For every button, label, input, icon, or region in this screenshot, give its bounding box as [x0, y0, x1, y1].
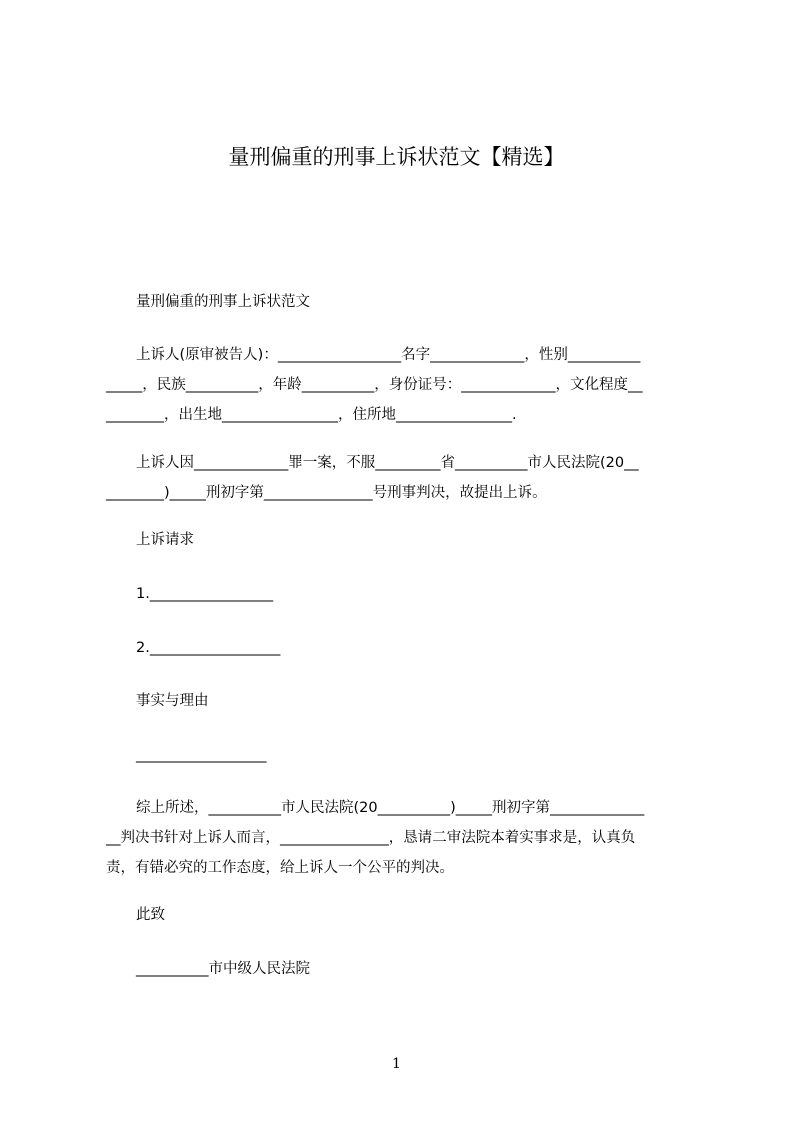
- summary-line-1: 综上所述，__________市人民法院(20__________)_____刑初字第_____________: [136, 800, 645, 816]
- appellant-info-line-2: _____，民族__________，年龄__________，身份证号：_____________，文化程度__: [106, 377, 643, 393]
- page-number: 1: [392, 1056, 401, 1072]
- document-subtitle: 量刑偏重的刑事上诉状范文: [136, 294, 310, 310]
- appeal-cause-paragraph: [106, 448, 706, 508]
- appeal-cause-line-2: ________)_____刑初字第_______________号刑事判决，故提出上诉。: [106, 485, 547, 501]
- appellant-info-line-3: ________，出生地________________，住所地________________.: [106, 407, 517, 423]
- appeal-requests-heading: 上诉请求: [136, 532, 194, 548]
- summary-line-2: __判决书针对上诉人而言，_______________，恳请二审法院本着实事求是，认真负: [106, 830, 636, 846]
- appellant-info-line-1: 上诉人(原审被告人)：_________________名字_____________，性别__________: [136, 347, 641, 363]
- appeal-request-item-1: 1._________________: [136, 586, 274, 602]
- appeal-cause-line-1: 上诉人因_____________罪一案，不服_________省__________市人民法院(20__: [136, 455, 639, 471]
- addressee-court: __________市中级人民法院: [136, 961, 310, 977]
- document-title: 量刑偏重的刑事上诉状范文【精选】: [228, 145, 565, 169]
- facts-and-reasons-blank: __________________: [136, 747, 267, 763]
- closing-salutation: 此致: [136, 907, 165, 923]
- summary-paragraph: [106, 793, 706, 883]
- facts-and-reasons-heading: 事实与理由: [136, 693, 209, 709]
- appeal-request-item-2: 2.__________________: [136, 640, 281, 656]
- summary-line-3: 责，有错必究的工作态度，给上诉人一个公平的判决。: [106, 860, 454, 876]
- appellant-info-paragraph: [106, 340, 706, 430]
